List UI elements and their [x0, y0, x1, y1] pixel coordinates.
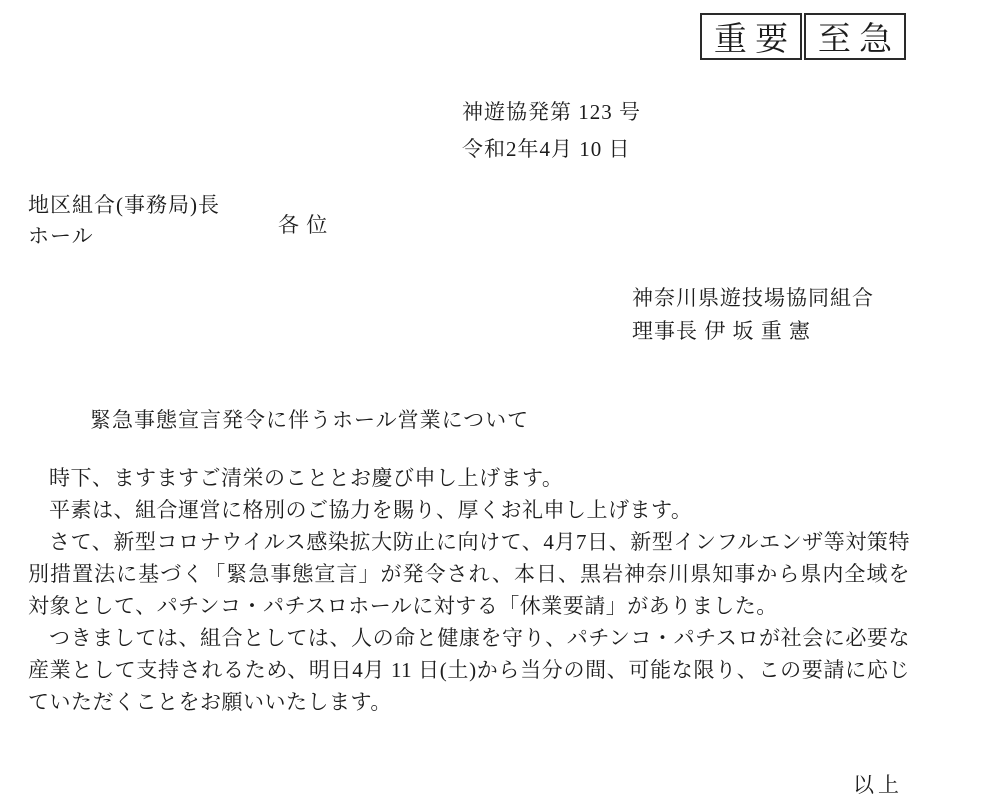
recipient-line2: ホール [28, 224, 94, 248]
doc-meta [462, 94, 641, 168]
subject-title: 緊急事態宣言発令に伴うホール営業について [90, 408, 530, 432]
recipient-line1: 地区組合(事務局)長 [28, 193, 220, 217]
stamp-urgent: 至 急 [804, 13, 906, 60]
body-paragraph-2: 平素は、組合運営に格別のご協力を賜り、厚くお礼申し上げます。 [49, 498, 693, 522]
recipient-honorific: 各 位 [278, 213, 329, 237]
closing-label: 以上 [853, 773, 903, 797]
doc-number: 神遊協発第 123 号 [462, 100, 641, 124]
sender-representative: 理事長 伊 坂 重 憲 [632, 319, 811, 343]
sender-organization: 神奈川県遊技場協同組合 [632, 286, 874, 310]
stamp-important: 重 要 [700, 13, 802, 60]
sender-block [632, 282, 874, 348]
body-paragraph-4: つきましては、組合としては、人の命と健康を守り、パチンコ・パチスロが社会に必要な産業として支持されるため、明日4月 11 日(土)から当分の間、可能な限り、この要請に応じていただくことをお願いいたします。 [28, 626, 910, 714]
stamp-group [700, 13, 906, 60]
recipient-block [28, 190, 220, 252]
body-paragraph-1: 時下、ますますご清栄のこととお慶び申し上げます。 [49, 466, 564, 490]
body-text [28, 462, 910, 718]
doc-date: 令和2年4月 10 日 [462, 137, 631, 161]
body-paragraph-3: さて、新型コロナウイルス感染拡大防止に向けて、4月7日、新型インフルエンザ等対策特別措置法に基づく「緊急事態宣言」が発令され、本日、黒岩神奈川県知事から県内全域を対象として、パチンコ・パチスロホールに対する「休業要請」がありました。 [28, 530, 910, 618]
